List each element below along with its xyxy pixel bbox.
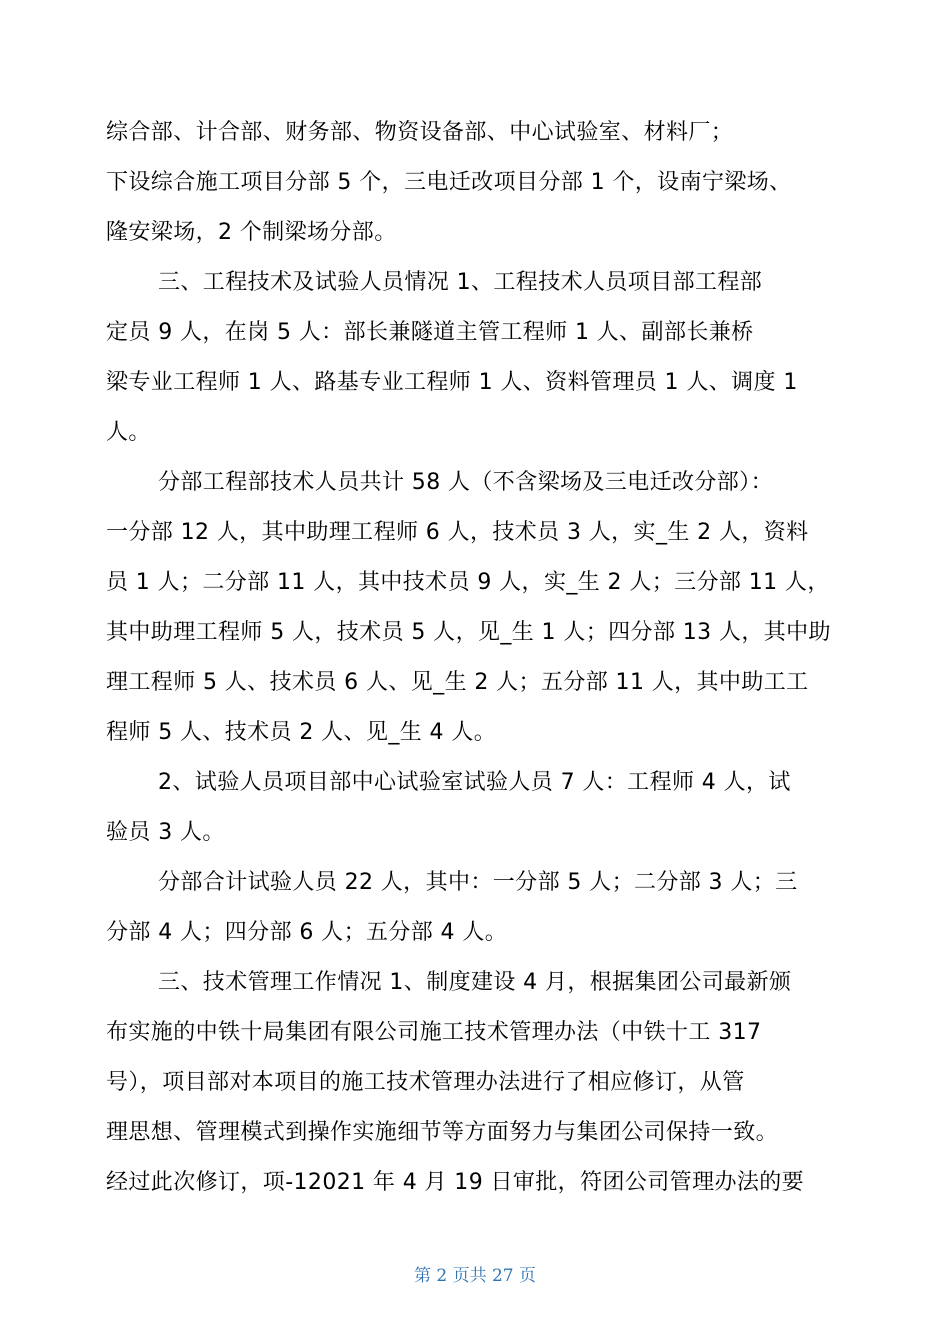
text-line: 分部合计试验人员 22 人，其中：一分部 5 人；二分部 3 人；三 <box>158 870 798 895</box>
text-line: 三、技术管理工作情况 1、制度建设 4 月，根据集团公司最新颁 <box>158 970 792 995</box>
text-line: 2、试验人员项目部中心试验室试验人员 7 人：工程师 4 人，试 <box>158 770 791 795</box>
text-line: 综合部、计合部、财务部、物资设备部、中心试验室、材料厂； <box>106 120 734 145</box>
text-line: 其中助理工程师 5 人，技术员 5 人，见_生 1 人；四分部 13 人，其中助 <box>106 620 831 645</box>
text-line: 隆安梁场，2 个制梁场分部。 <box>106 220 397 245</box>
text-line: 员 1 人；二分部 11 人，其中技术员 9 人，实_生 2 人；三分部 11 人， <box>106 570 830 595</box>
text-line: 一分部 12 人，其中助理工程师 6 人，技术员 3 人，实_生 2 人，资料 <box>106 520 809 545</box>
text-line: 分部 4 人；四分部 6 人；五分部 4 人。 <box>106 920 508 945</box>
text-line: 布实施的中铁十局集团有限公司施工技术管理办法（中铁十工 317 <box>106 1020 762 1045</box>
text-line: 程师 5 人、技术员 2 人、见_生 4 人。 <box>106 720 497 745</box>
text-line: 定员 9 人，在岗 5 人：部长兼隧道主管工程师 1 人、副部长兼桥 <box>106 320 754 345</box>
page-number-footer: 第 2 页共 27 页 <box>413 1266 537 1286</box>
text-line: 下设综合施工项目分部 5 个，三电迁改项目分部 1 个，设南宁梁场、 <box>106 170 792 195</box>
text-line: 理工程师 5 人、技术员 6 人、见_生 2 人；五分部 11 人，其中助工工 <box>106 670 809 695</box>
text-line: 三、工程技术及试验人员情况 1、工程技术人员项目部工程部 <box>158 270 763 295</box>
text-line: 人。 <box>106 420 151 445</box>
text-line: 理思想、管理模式到操作实施细节等方面努力与集团公司保持一致。 <box>106 1120 779 1145</box>
text-line: 梁专业工程师 1 人、路基专业工程师 1 人、资料管理员 1 人、调度 1 <box>106 370 798 395</box>
text-line: 号），项目部对本项目的施工技术管理办法进行了相应修订，从管 <box>106 1070 745 1095</box>
text-line: 验员 3 人。 <box>106 820 225 845</box>
text-line: 经过此次修订，项-12021 年 4 月 19 日审批，符团公司管理办法的要 <box>106 1170 805 1195</box>
text-line: 分部工程部技术人员共计 58 人（不含梁场及三电迁改分部）： <box>158 470 773 495</box>
